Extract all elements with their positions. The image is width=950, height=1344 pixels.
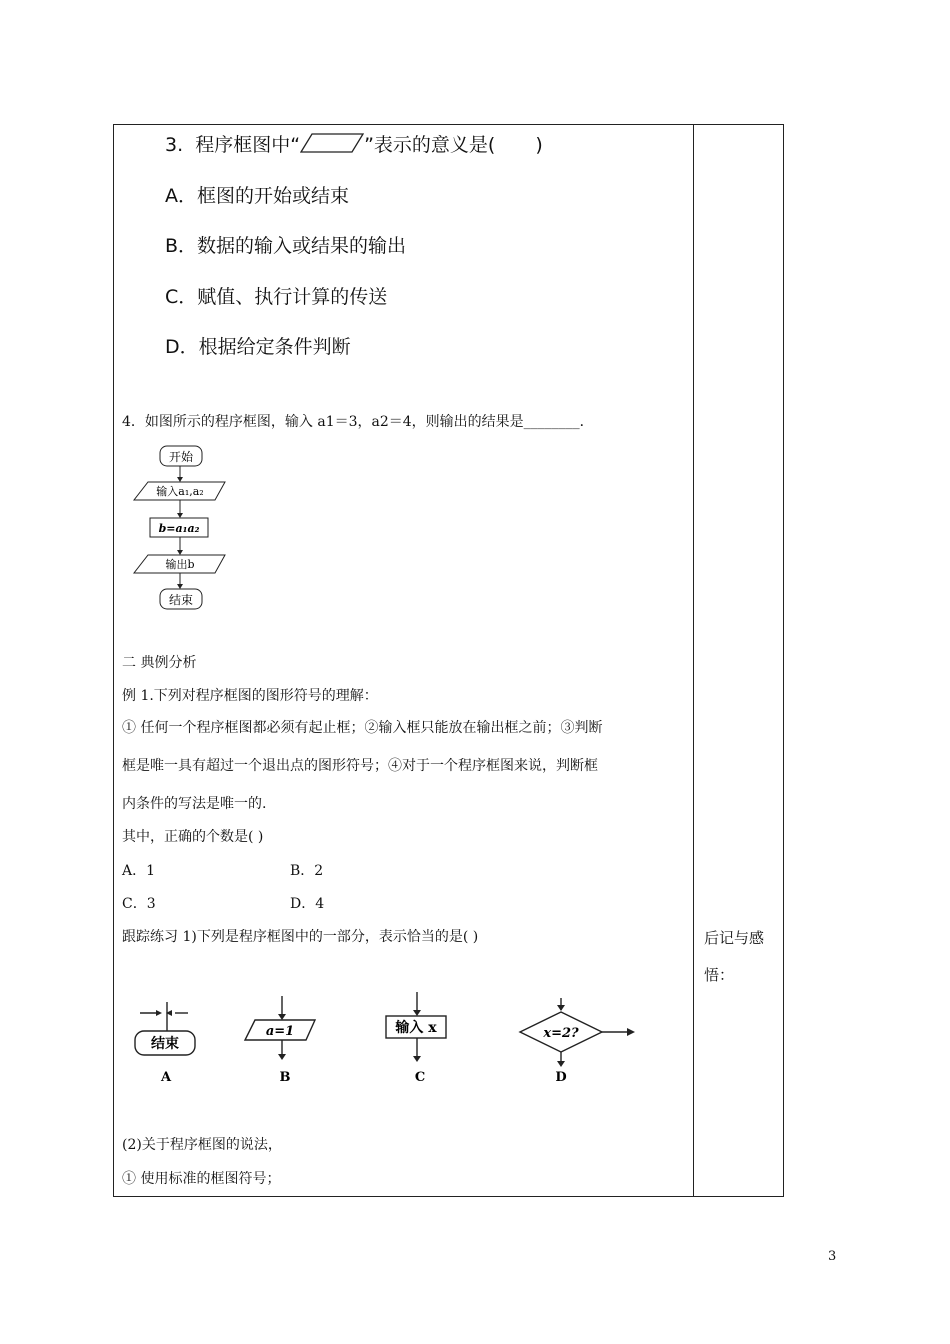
example-body-line-1: ① 任何一个程序框图都必须有起止框；②输入框只能放在输出框之前；③判断 <box>122 720 603 736</box>
q3-paren-close: ) <box>535 134 543 156</box>
side-note-line-1: 后记与感 <box>704 929 765 947</box>
fig-a-label: A <box>160 1070 172 1085</box>
q2-item-1: ① 使用标准的框图符号； <box>122 1171 281 1187</box>
q3-number: 3. <box>165 134 184 156</box>
q3-stem-before: 程序框图中“ <box>195 134 301 156</box>
practice-figures <box>130 990 650 1090</box>
fc-end-label: 结束 <box>168 593 194 607</box>
q3-stem-after: ”表示的意义是( <box>364 134 496 156</box>
example-body-line-3: 内条件的写法是唯一的. <box>122 796 267 812</box>
column-divider <box>693 124 694 1197</box>
q3-stem <box>165 130 543 157</box>
fc-start-label: 开始 <box>168 450 194 464</box>
fc-output-label: 输出b <box>165 558 195 571</box>
fig-c-label: C <box>414 1070 426 1085</box>
q4-text: 4．如图所示的程序框图，输入 a1＝3，a2＝4，则输出的结果是________． <box>122 414 594 430</box>
q3-option-c: C．赋值、执行计算的传送 <box>165 286 388 308</box>
q3-option-b: B．数据的输入或结果的输出 <box>165 235 407 257</box>
example-option-c: C．3 <box>122 896 156 912</box>
fc-input-label: 输入a₁,a₂ <box>156 485 204 498</box>
q3-option-d: D．根据给定条件判断 <box>165 336 351 358</box>
example-title: 例 1.下列对程序框图的图形符号的理解： <box>122 688 378 704</box>
section-heading: 二 典例分析 <box>122 655 197 671</box>
q4-flowchart <box>130 444 240 614</box>
example-question: 其中，正确的个数是( ) <box>122 829 264 845</box>
fig-d-label: D <box>555 1070 567 1085</box>
page-number: 3 <box>828 1249 837 1264</box>
parallelogram-symbol-icon <box>300 132 364 154</box>
fig-d-text: x=2? <box>543 1026 579 1041</box>
q2-line: (2)关于程序框图的说法， <box>122 1137 282 1153</box>
example-body-line-2: 框是唯一具有超过一个退出点的图形符号；④对于一个程序框图来说，判断框 <box>122 758 598 774</box>
example-option-d: D．4 <box>290 896 325 912</box>
example-option-b: B．2 <box>290 863 324 879</box>
practice-question: 跟踪练习 1)下列是程序框图中的一部分，表示恰当的是( ) <box>122 929 479 945</box>
fig-a-text: 结束 <box>151 1036 179 1052</box>
fc-assign-label: b=a₁a₂ <box>158 522 200 535</box>
q3-option-a: A．框图的开始或结束 <box>165 185 350 207</box>
fig-c-text: 输入 x <box>395 1020 437 1036</box>
side-note-line-2: 悟： <box>704 966 735 984</box>
example-option-a: A．1 <box>122 863 156 879</box>
fig-b-text: a=1 <box>265 1024 295 1039</box>
fig-b-label: B <box>279 1070 291 1085</box>
